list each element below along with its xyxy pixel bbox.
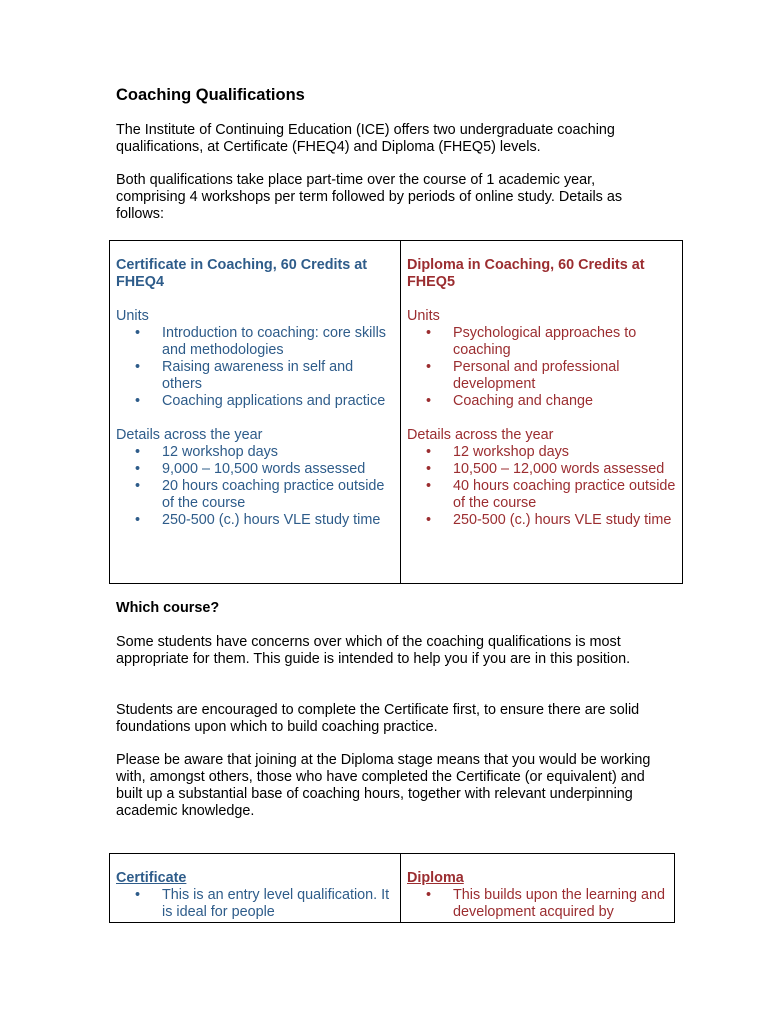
diploma-details-list <box>407 444 676 529</box>
intro-paragraph-2: Both qualifications take place part-time over the course of 1 academic year, comprising 4 workshops per term followed by periods of online study. Details as follows: <box>116 172 623 222</box>
certificate-heading: Certificate in Coaching, 60 Credits at FHEQ4 <box>116 257 368 290</box>
page-title: Coaching Qualifications <box>116 86 305 104</box>
diploma-link[interactable]: Diploma <box>407 870 464 886</box>
paragraph-diploma-stage: Please be aware that joining at the Diploma stage means that you would be working with, amongst others, those who have completed the Certificate (or equivalent) and built up a substantial base of coaching hours, together with relevant underpinning academic knowledge. <box>116 752 651 819</box>
diploma-details-label: Details across the year <box>407 427 554 443</box>
list-item: • Psychological approaches to coaching <box>453 325 676 359</box>
list-item: • This is an entry level qualification. It is ideal for people <box>162 887 394 921</box>
certificate-units-list <box>116 325 394 410</box>
certificate-details-label: Details across the year <box>116 427 263 443</box>
comparison-table <box>109 853 675 923</box>
list-item: • Introduction to coaching: core skills and methodologies <box>162 325 394 359</box>
list-item: • 250-500 (c.) hours VLE study time <box>453 512 676 529</box>
list-item: • 12 workshop days <box>162 444 394 461</box>
certificate-compare-cell <box>110 854 401 923</box>
diploma-units-label: Units <box>407 308 440 324</box>
diploma-heading: Diploma in Coaching, 60 Credits at FHEQ5 <box>407 257 645 290</box>
list-item: • 250-500 (c.) hours VLE study time <box>162 512 394 529</box>
list-item: • 9,000 – 10,500 words assessed <box>162 461 394 478</box>
intro-paragraph-1: The Institute of Continuing Education (ICE) offers two undergraduate coaching qualifications, at Certificate (FHEQ4) and Diploma (FHEQ5) levels. <box>116 122 615 155</box>
list-item: • 40 hours coaching practice outside of the course <box>453 478 676 512</box>
list-item: • 12 workshop days <box>453 444 676 461</box>
paragraph-certificate-first: Students are encouraged to complete the Certificate first, to ensure there are solid foundations upon which to build coaching practice. <box>116 702 640 735</box>
certificate-compare-list <box>116 887 394 921</box>
qualifications-table <box>109 240 683 584</box>
diploma-compare-cell <box>401 854 675 923</box>
certificate-link[interactable]: Certificate <box>116 870 187 886</box>
diploma-units-list <box>407 325 676 410</box>
list-item: • Coaching and change <box>453 393 676 410</box>
list-item: • Coaching applications and practice <box>162 393 394 410</box>
paragraph-concerns: Some students have concerns over which of the coaching qualifications is most appropriate for them. This guide is intended to help you if you are in this position. <box>116 634 631 667</box>
certificate-details-list <box>116 444 394 529</box>
certificate-units-label: Units <box>116 308 149 324</box>
diploma-compare-list <box>407 887 668 921</box>
list-item: • This builds upon the learning and development acquired by <box>453 887 668 921</box>
list-item: • 20 hours coaching practice outside of the course <box>162 478 394 512</box>
list-item: • Raising awareness in self and others <box>162 359 394 393</box>
certificate-cell <box>110 241 401 584</box>
list-item: • 10,500 – 12,000 words assessed <box>453 461 676 478</box>
list-item: • Personal and professional development <box>453 359 676 393</box>
which-course-heading: Which course? <box>116 600 220 616</box>
diploma-cell <box>401 241 683 584</box>
